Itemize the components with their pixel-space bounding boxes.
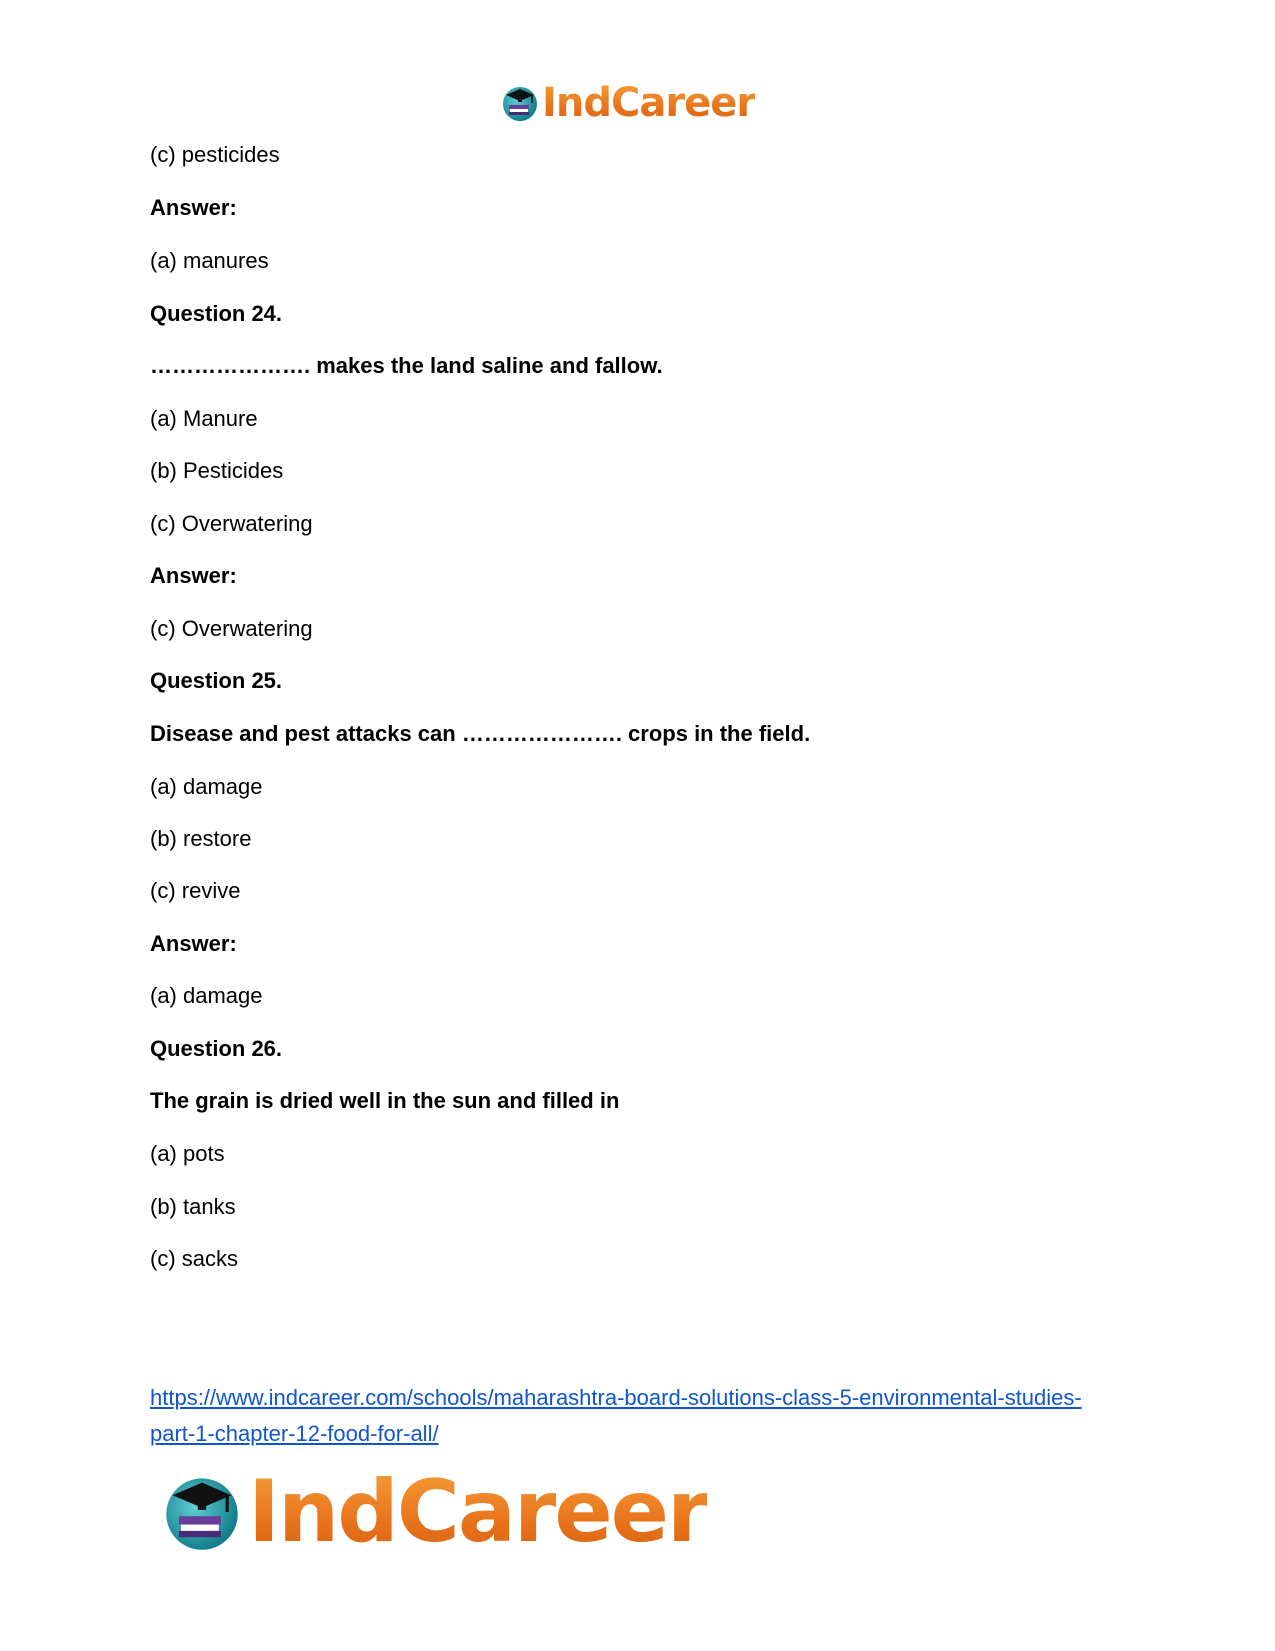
- source-link-block: [150, 1380, 1140, 1452]
- option-line: (c) Overwatering: [150, 511, 313, 536]
- source-link-line-2: part-1-chapter-12-food-for-all/: [150, 1421, 439, 1446]
- source-link-line-1: https://www.indcareer.com/schools/maharashtra-board-solutions-class-5-environmental-studies-: [150, 1385, 1082, 1410]
- question-number: Question 24.: [150, 301, 283, 326]
- answer-value: (a) manures: [150, 248, 269, 273]
- graduation-globe-icon: [160, 1470, 244, 1554]
- option-line: (c) revive: [150, 878, 241, 903]
- answer-heading: Answer:: [150, 195, 237, 220]
- header-logo: [500, 80, 755, 126]
- question-text: …………………. makes the land saline and fallow.: [150, 353, 663, 378]
- option-line: (b) Pesticides: [150, 458, 284, 483]
- option-line: (a) Manure: [150, 406, 258, 431]
- footer-logo: [160, 1462, 707, 1562]
- option-line: (a) pots: [150, 1141, 225, 1166]
- option-line: (b) restore: [150, 826, 252, 851]
- question-text: Disease and pest attacks can …………………. crops in the field.: [150, 721, 811, 746]
- logo-wordmark: IndCareer: [248, 1462, 708, 1562]
- question-text: The grain is dried well in the sun and filled in: [150, 1088, 620, 1113]
- source-link[interactable]: [150, 1385, 1082, 1446]
- option-line: (b) tanks: [150, 1194, 236, 1219]
- graduation-globe-icon: [500, 83, 540, 123]
- option-line: (c) sacks: [150, 1246, 238, 1271]
- logo-wordmark: IndCareer: [542, 80, 756, 126]
- question-number: Question 26.: [150, 1036, 283, 1061]
- answer-heading: Answer:: [150, 931, 237, 956]
- answer-value: (a) damage: [150, 983, 263, 1008]
- option-line: (c) pesticides: [150, 142, 280, 167]
- question-number: Question 25.: [150, 668, 283, 693]
- answer-value: (c) Overwatering: [150, 616, 313, 641]
- answer-heading: Answer:: [150, 563, 237, 588]
- option-line: (a) damage: [150, 774, 263, 799]
